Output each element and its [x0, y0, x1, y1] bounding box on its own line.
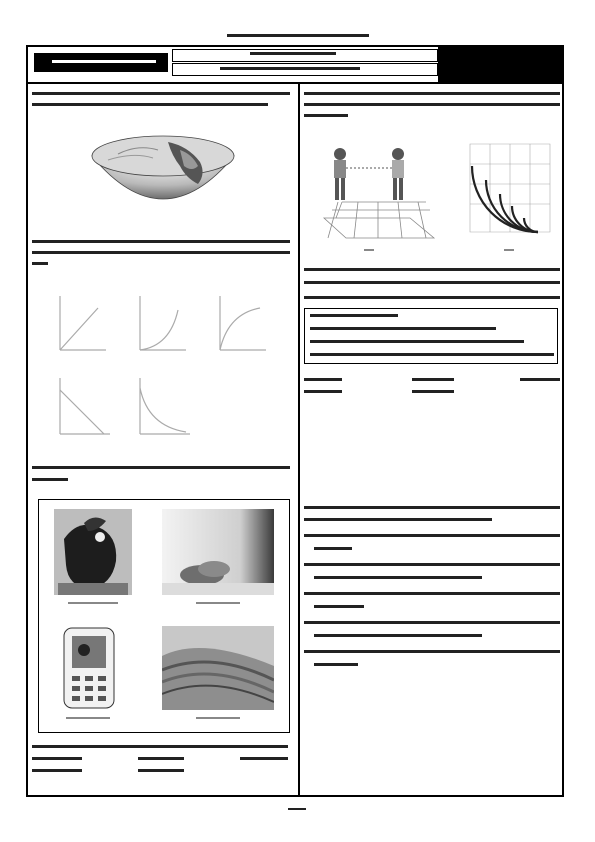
right-answer-a: [304, 378, 342, 381]
right-q2-line-1: [304, 506, 560, 509]
photo-bottom-left: [62, 626, 116, 710]
left-q1-line-1: [32, 92, 290, 95]
right-intro-line-1: [304, 92, 560, 95]
right-bullet-1-bar-2: [314, 547, 352, 550]
right-bullet-4-bar-2: [314, 634, 482, 637]
left-q2-line-2: [32, 251, 290, 254]
right-answer-d: [304, 390, 342, 393]
left-q2-line-3: [32, 262, 48, 265]
statement-4-bar: [310, 353, 554, 356]
graph-c: [200, 288, 270, 358]
page-header: [26, 45, 564, 82]
right-intro-line-2: [304, 103, 560, 106]
graph-d: [40, 370, 115, 442]
photo-bottom-right: [162, 626, 274, 710]
right-q-line-3: [304, 296, 560, 299]
right-bullet-2-bar-2: [314, 576, 482, 579]
header-url-bar: [227, 34, 369, 37]
right-answer-c: [520, 378, 560, 381]
photo-top-left: [54, 509, 132, 595]
photo-top-right: [162, 509, 274, 595]
left-q2-line-1: [32, 240, 290, 243]
graph-b: [120, 288, 190, 358]
right-q2-line-2: [304, 518, 492, 521]
page-number-bar: [288, 808, 306, 810]
right-answer-e: [412, 390, 454, 393]
graph-e: [120, 370, 195, 442]
photo-caption-3-bar: [66, 717, 110, 719]
right-bullet-1-bar-1: [304, 534, 560, 537]
right-bullet-4-bar-1: [304, 621, 560, 624]
statement-1-bar: [310, 314, 398, 317]
graph-a: [40, 288, 110, 358]
statement-3-bar: [310, 340, 524, 343]
header-row-1-text-bar: [250, 52, 336, 55]
right-figure-caption-1-bar: [364, 249, 374, 251]
photo-caption-1-bar: [68, 602, 118, 604]
left-bottom-line-1: [32, 745, 288, 748]
right-intro-line-3: [304, 114, 348, 117]
header-divider: [26, 82, 564, 84]
kids-grid-figure: [318, 140, 436, 244]
header-tag-text-bar: [52, 60, 156, 63]
right-bullet-3-bar-2: [314, 605, 364, 608]
left-option-a: [32, 757, 82, 760]
right-bullet-2-bar-1: [304, 563, 560, 566]
left-option-e: [138, 769, 184, 772]
right-bullet-5-bar-1: [304, 650, 560, 653]
left-q3-line-1: [32, 466, 290, 469]
right-bullet-3-bar-1: [304, 592, 560, 595]
photo-caption-4-bar: [196, 717, 240, 719]
left-q3-line-2: [32, 478, 68, 481]
left-q1-line-2: [32, 103, 268, 106]
right-q-line-1: [304, 268, 560, 271]
right-bullet-5-bar-2: [314, 663, 358, 666]
header-row-1: [172, 49, 438, 62]
concentric-waves-figure: [468, 140, 552, 244]
left-option-b: [138, 757, 184, 760]
left-option-c: [240, 757, 288, 760]
left-option-d: [32, 769, 82, 772]
earth-hemisphere-illustration: [88, 132, 238, 224]
header-right-block: [438, 45, 564, 82]
statement-2-bar: [310, 327, 496, 330]
right-answer-b: [412, 378, 454, 381]
photo-caption-2-bar: [196, 602, 240, 604]
header-row-2-text-bar: [220, 67, 360, 70]
right-q-line-2: [304, 281, 560, 284]
column-divider: [298, 82, 300, 795]
right-figure-caption-2-bar: [504, 249, 514, 251]
